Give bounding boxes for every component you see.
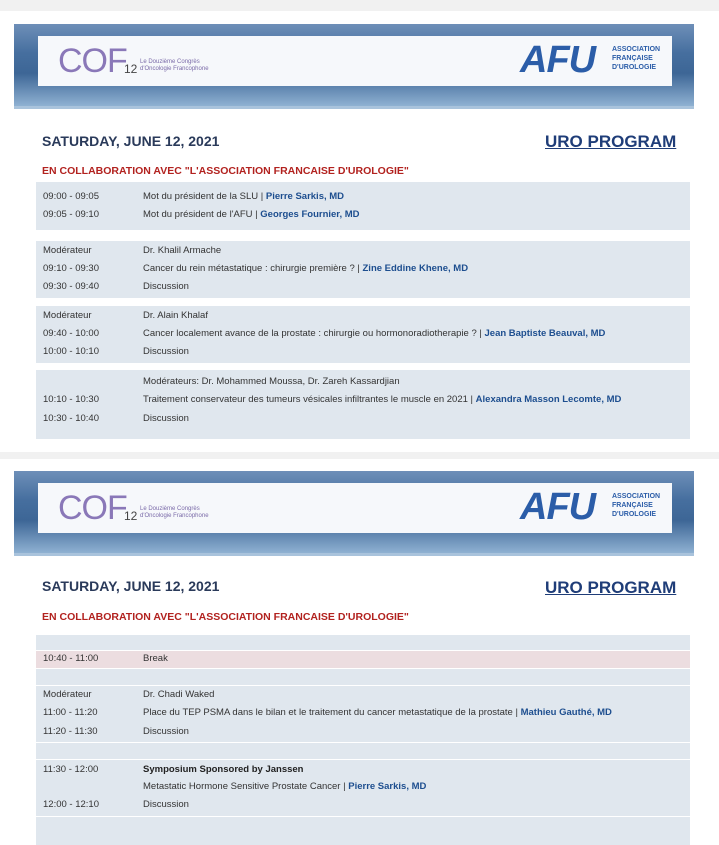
cof-logo: COF — [58, 489, 127, 527]
description-cell: Mot du président de l'AFU | Georges Fournier, MD — [143, 209, 360, 220]
description-cell: Discussion — [143, 281, 189, 292]
moderator-name: Dr. Alain Khalaf — [143, 310, 208, 321]
collaboration-line: EN COLLABORATION AVEC "L'ASSOCIATION FRANCAISE D'UROLOGIE" — [42, 611, 409, 623]
program-page-1 — [0, 11, 719, 452]
speaker-name: Pierre Sarkis, MD — [265, 191, 345, 202]
day-heading: SATURDAY, JUNE 12, 2021 — [42, 578, 220, 594]
description-cell: Cancer localement avance de la prostate : chirurgie ou hormonoradiotherapie ? | Jean Baptiste Beauval, MD — [143, 328, 606, 339]
description-cell: Mot du président de la SLU | Pierre Sarkis, MD — [143, 191, 345, 202]
description-cell: Discussion — [143, 413, 189, 424]
speaker-name: Alexandra Masson Lecomte, MD — [475, 394, 622, 405]
time-cell: 11:20 - 11:30 — [43, 726, 98, 737]
afu-association-text: ASSOCIATION FRANÇAISE D'UROLOGIE — [612, 493, 661, 518]
schedule-spacer — [36, 635, 690, 650]
time-cell: 10:40 - 11:00 — [43, 653, 99, 664]
time-cell: 10:30 - 10:40 — [43, 413, 99, 424]
afu-logo: AFU — [520, 39, 596, 81]
time-cell: 11:00 - 11:20 — [43, 707, 98, 718]
speaker-name: Georges Fournier, MD — [260, 209, 360, 220]
role-cell: Modérateur — [43, 245, 92, 256]
time-cell: 10:00 - 10:10 — [43, 346, 99, 357]
schedule-block — [36, 182, 690, 230]
afu-association-text: ASSOCIATION FRANÇAISE D'UROLOGIE — [612, 46, 661, 71]
description-cell: Break — [143, 653, 168, 664]
speaker-name: Pierre Sarkis, MD — [348, 781, 427, 792]
uro-program-title: URO PROGRAM — [545, 578, 677, 597]
time-cell: 09:40 - 10:00 — [43, 328, 99, 339]
schedule-block — [36, 241, 690, 298]
break-row — [36, 651, 690, 668]
header-banner — [14, 24, 694, 109]
description-cell: Discussion — [143, 726, 189, 737]
speaker-name: Mathieu Gauthé, MD — [520, 707, 612, 718]
moderator-name: Dr. Khalil Armache — [143, 245, 222, 256]
time-cell: 09:00 - 09:05 — [43, 191, 99, 202]
moderators-names: Modérateurs: Dr. Mohammed Moussa, Dr. Zareh Kassardjian — [143, 376, 400, 387]
schedule-block — [36, 760, 690, 816]
speaker-name: Jean Baptiste Beauval, MD — [484, 328, 606, 339]
schedule-spacer — [36, 817, 690, 845]
cof-subtitle: Le Douzième Congrès d'Oncologie Francophone — [140, 506, 209, 519]
time-cell: 09:30 - 09:40 — [43, 281, 99, 292]
moderator-name: Dr. Chadi Waked — [143, 689, 215, 700]
schedule-spacer — [36, 743, 690, 759]
symposium-title: Symposium Sponsored by Janssen — [143, 764, 304, 775]
description-cell: Discussion — [143, 799, 189, 810]
description-cell: Discussion — [143, 346, 189, 357]
description-cell: Cancer du rein métastatique : chirurgie première ? | Zine Eddine Khene, MD — [143, 263, 469, 274]
header-banner — [14, 471, 694, 556]
logo-strip — [38, 483, 672, 533]
description-cell: Place du TEP PSMA dans le bilan et le traitement du cancer metastatique de la prostate | Mathieu Gauthé, MD — [143, 707, 612, 718]
schedule-spacer — [36, 669, 690, 685]
time-cell: 10:10 - 10:30 — [43, 394, 99, 405]
role-cell: Modérateur — [43, 689, 92, 700]
program-page-2 — [0, 459, 719, 845]
collaboration-line: EN COLLABORATION AVEC "L'ASSOCIATION FRANCAISE D'UROLOGIE" — [42, 165, 409, 177]
cof-logo: COF — [58, 42, 127, 80]
cof-number: 12 — [124, 62, 138, 76]
schedule-block — [36, 370, 690, 439]
afu-logo: AFU — [520, 486, 596, 528]
cof-subtitle: Le Douzième Congrès d'Oncologie Francophone — [140, 59, 209, 72]
schedule-block — [36, 306, 690, 363]
time-cell: 09:10 - 09:30 — [43, 263, 99, 274]
schedule-block — [36, 686, 690, 742]
role-cell: Modérateur — [43, 310, 92, 321]
speaker-name: Zine Eddine Khene, MD — [362, 263, 469, 274]
time-cell: 11:30 - 12:00 — [43, 764, 99, 775]
cof-number: 12 — [124, 509, 138, 523]
description-cell: Metastatic Hormone Sensitive Prostate Cancer | Pierre Sarkis, MD — [143, 781, 427, 792]
time-cell: 12:00 - 12:10 — [43, 799, 99, 810]
day-heading: SATURDAY, JUNE 12, 2021 — [42, 133, 220, 149]
time-cell: 09:05 - 09:10 — [43, 209, 99, 220]
logo-strip — [38, 36, 672, 86]
uro-program-title: URO PROGRAM — [545, 132, 677, 151]
description-cell: Traitement conservateur des tumeurs vésicales infiltrantes le muscle en 2021 | Alexandra Masson Lecomte, MD — [143, 394, 622, 405]
